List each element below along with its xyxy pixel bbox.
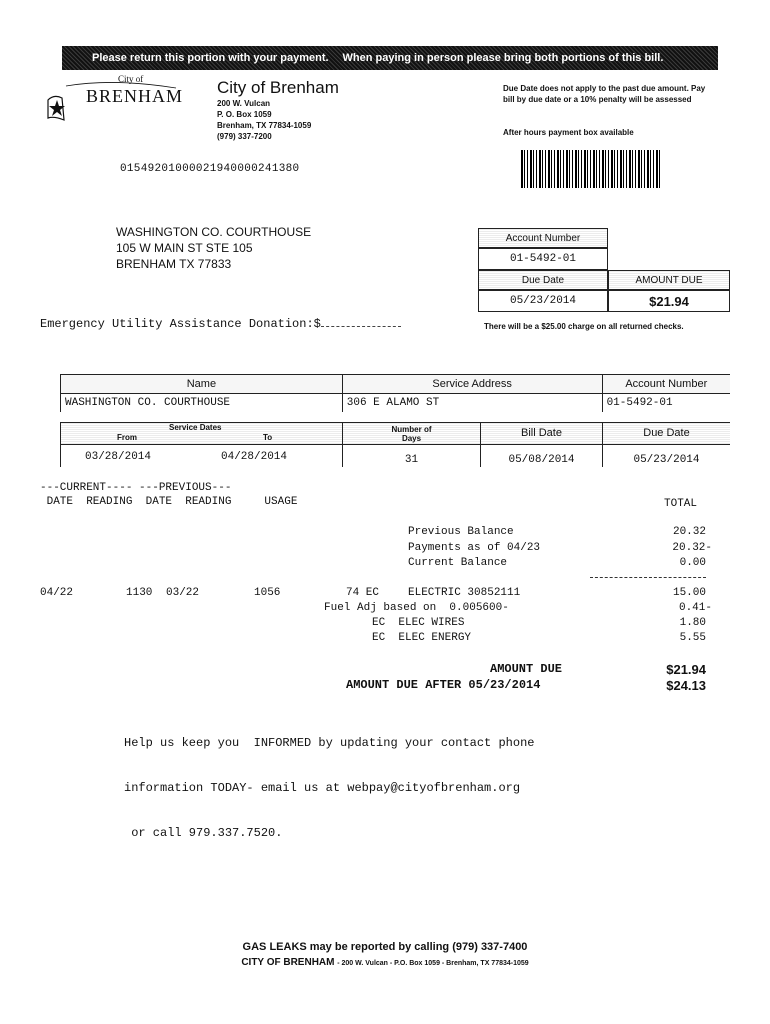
barcode	[521, 150, 662, 188]
amount-due-label: AMOUNT DUE	[490, 662, 563, 676]
previous-reading: 1056	[254, 587, 281, 599]
electric-charge-amount: 15.00	[672, 587, 706, 599]
elec-energy-label: EC ELEC ENERGY	[372, 632, 472, 644]
header-bill-date: Bill Date	[480, 423, 602, 445]
current-balance-amount: 0.00	[679, 557, 706, 569]
stub-amount-value: $21.94	[608, 290, 730, 312]
elec-energy-amount: 5.55	[679, 632, 706, 644]
header-service-address: Service Address	[342, 375, 602, 394]
amount-due-after-value: $24.13	[666, 678, 706, 693]
service-from-date: 03/28/2014	[85, 451, 152, 463]
logo-city-of: City of	[118, 74, 144, 84]
footer-city-name: CITY OF BRENHAM	[241, 957, 335, 968]
amount-due-value: $21.94	[666, 662, 706, 677]
mailing-line: BRENHAM TX 77833	[116, 257, 232, 271]
stub-due-label: Due Date	[478, 270, 608, 290]
help-line: or call 979.337.7520.	[124, 826, 283, 840]
banner-return-text: Please return this portion with your payment.	[92, 52, 329, 64]
header-days: Number of Days	[342, 423, 480, 445]
elec-wires-amount: 1.80	[679, 617, 706, 629]
current-balance-label: Current Balance	[408, 557, 508, 569]
detail-header-1: ---CURRENT---- ---PREVIOUS---	[40, 482, 232, 494]
help-line: Help us keep you INFORMED by updating your contact phone	[124, 736, 535, 750]
service-address: 306 E ALAMO ST	[342, 394, 602, 413]
number-of-days: 31	[342, 445, 480, 467]
city-address-line: Brenham, TX 77834-1059	[217, 121, 312, 130]
current-reading: 1130	[126, 587, 153, 599]
service-header-row	[61, 375, 731, 394]
mailing-line: WASHINGTON CO. COURTHOUSE	[116, 225, 312, 239]
fuel-adj-amount: 0.41-	[678, 602, 712, 614]
stub-due-value: 05/23/2014	[478, 290, 608, 312]
usage: 74 EC	[346, 587, 380, 599]
emergency-donation	[40, 317, 401, 331]
city-name: City of Brenham	[217, 78, 339, 97]
service-to-date: 04/28/2014	[221, 451, 288, 463]
banner-in-person-text: When paying in person please bring both portions of this bill.	[342, 52, 664, 64]
dates-value-row	[60, 444, 730, 467]
stub-amount-label: AMOUNT DUE	[608, 270, 730, 290]
returned-check-notice: There will be a $25.00 charge on all returned checks.	[484, 322, 684, 331]
after-hours-notice: After hours payment box available	[503, 128, 634, 137]
detail-total-header: TOTAL	[664, 498, 698, 510]
header-from: From	[117, 433, 137, 442]
current-read-date: 04/22	[40, 587, 74, 599]
elec-wires-label: EC ELEC WIRES	[372, 617, 465, 629]
detail-header-2: DATE READING DATE READING USAGE	[40, 496, 298, 508]
donation-amount-line	[321, 326, 401, 327]
header-service-dates: Service Dates	[169, 423, 222, 432]
service-value-row	[61, 394, 731, 413]
help-line: information TODAY- email us at webpay@cityofbrenham.org	[124, 781, 521, 795]
fuel-adj-label: Fuel Adj based on 0.005600-	[324, 602, 509, 614]
header-name: Name	[61, 375, 343, 394]
previous-balance-amount: 20.32	[672, 526, 706, 538]
gas-leak-notice: GAS LEAKS may be reported by calling (979) 337-7400	[242, 941, 528, 953]
service-dates-header	[60, 423, 342, 445]
due-date-notice: Due Date does not apply to the past due amount. Pay bill by due date or a 10% penalty will be assessed	[503, 84, 706, 104]
electric-charge-label: ELECTRIC 30852111	[408, 587, 521, 599]
city-address	[217, 98, 311, 142]
customer-name: WASHINGTON CO. COURTHOUSE	[61, 394, 343, 413]
mailing-line: 105 W MAIN ST STE 105	[116, 241, 253, 255]
footer-city	[0, 957, 770, 968]
header-due-date: Due Date	[602, 423, 730, 445]
due-date: 05/23/2014	[602, 445, 730, 467]
dates-header-row	[60, 422, 730, 445]
subtotal-divider	[590, 577, 706, 578]
city-phone: (979) 337-7200	[217, 132, 272, 141]
mailing-address	[116, 224, 311, 272]
header-to: To	[263, 433, 273, 442]
service-info-table	[60, 374, 730, 412]
previous-balance-label: Previous Balance	[408, 526, 514, 538]
scanline: 01549201000021940000241380	[120, 163, 300, 175]
payments-label: Payments as of 04/23	[408, 542, 541, 554]
stub-account-value: 01-5492-01	[478, 248, 608, 270]
city-address-line: P. O. Box 1059	[217, 110, 272, 119]
footer-city-address: - 200 W. Vulcan - P.O. Box 1059 - Brenham, TX 77834-1059	[337, 960, 529, 967]
account-number: 01-5492-01	[602, 394, 730, 413]
city-address-line: 200 W. Vulcan	[217, 99, 271, 108]
return-portion-banner	[62, 46, 718, 70]
contact-update-message	[124, 706, 534, 856]
city-logo	[44, 72, 184, 130]
emergency-donation-label: Emergency Utility Assistance Donation:$	[40, 317, 321, 331]
stub-account-label: Account Number	[478, 228, 608, 248]
header-account-number: Account Number	[602, 375, 730, 394]
bill-date: 05/08/2014	[480, 445, 602, 467]
service-dates-values	[60, 445, 342, 467]
logo-brenham: BRENHAM	[86, 86, 184, 106]
amount-due-after-label: AMOUNT DUE AFTER 05/23/2014	[346, 678, 541, 692]
payments-amount: 20.32-	[672, 542, 712, 554]
previous-read-date: 03/22	[166, 587, 200, 599]
